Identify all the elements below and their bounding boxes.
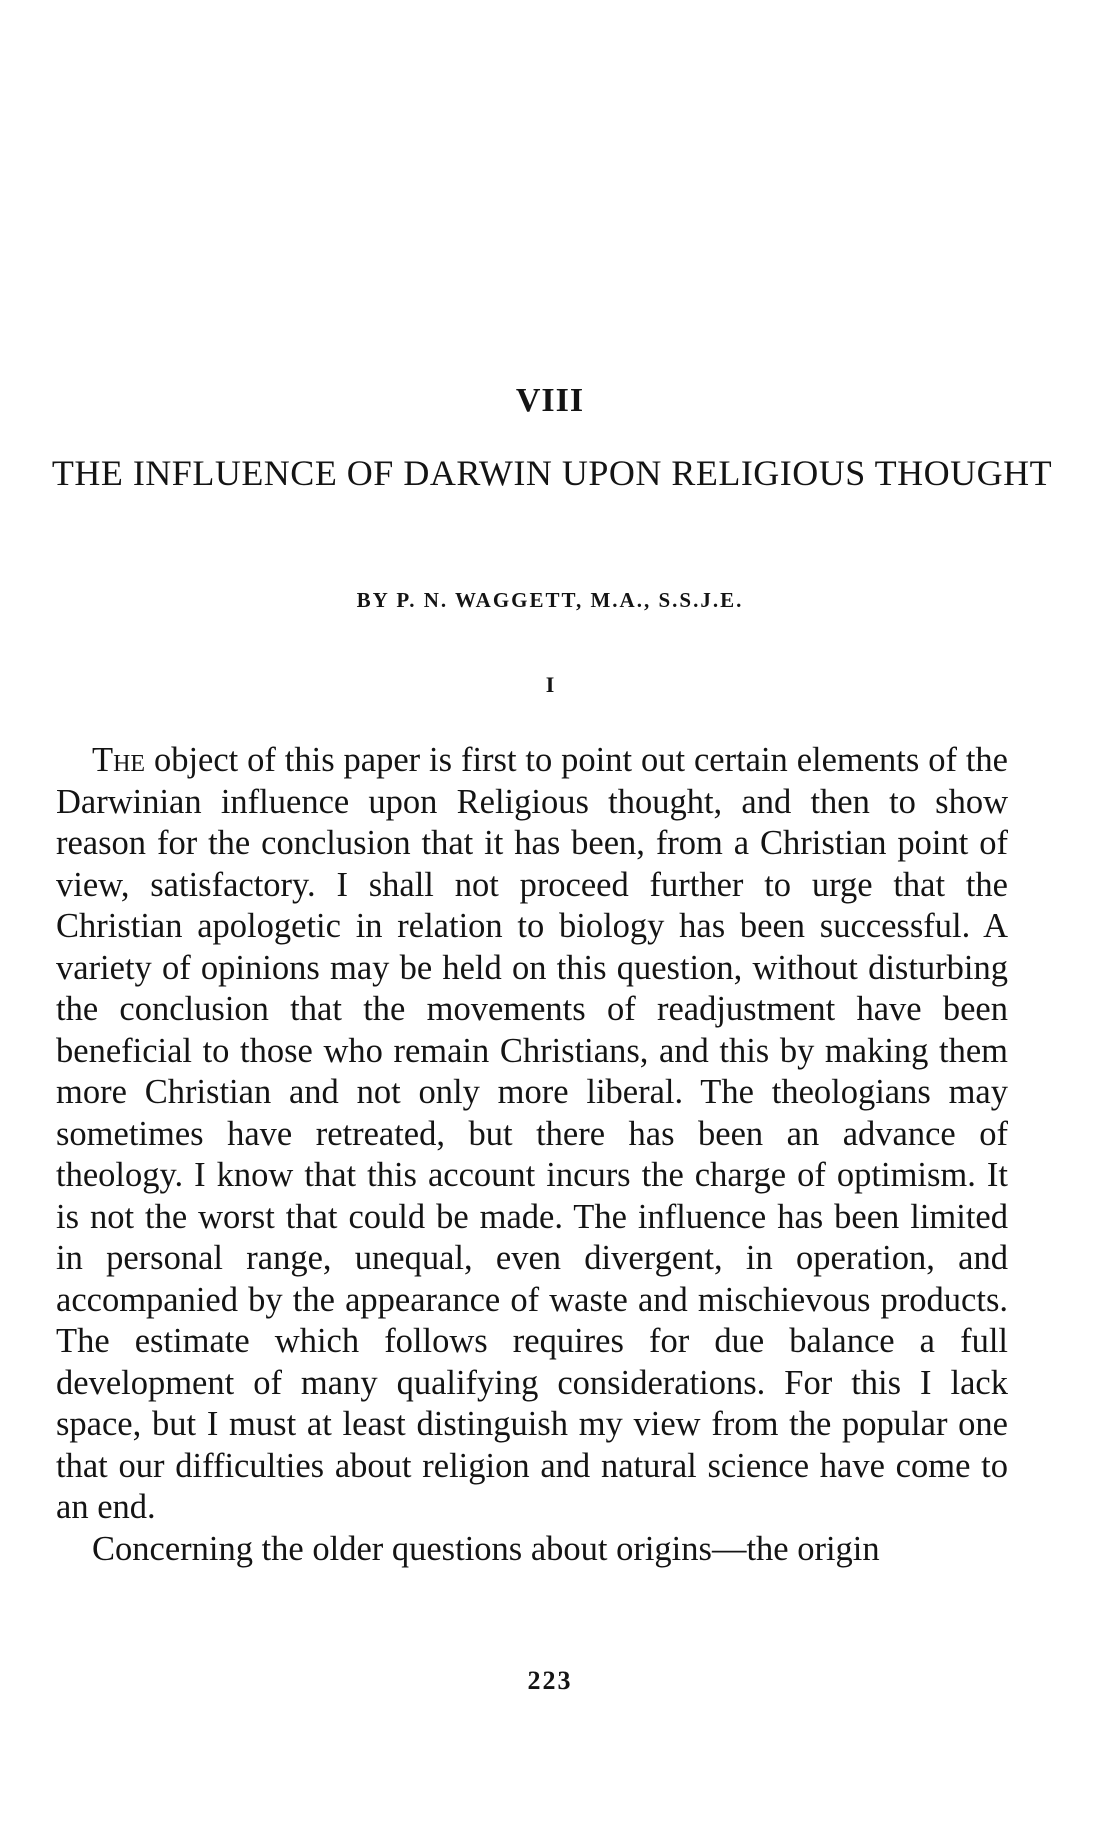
chapter-number: VIII xyxy=(515,382,585,419)
section-number: I xyxy=(545,672,555,697)
paragraph-2: Concerning the older questions about origins—the origin xyxy=(92,1529,880,1568)
author-byline: BY P. N. WAGGETT, M.A., S.S.J.E. xyxy=(356,588,744,612)
paragraph-lead-word: The xyxy=(92,741,146,779)
body-text xyxy=(56,740,1008,1570)
paragraph-1-text: object of this paper is first to point out certain elements of the Darwinian influence upon Religious thought, and then to show reason for the conclusion that it has been, from a Christian point of view, satisfactory. I shall not proceed further to urge that the Christian apologetic in relation to biology has been successful. A variety of opinions may be held on this question, without disturbing the conclusion that the movements of readjustment have been beneficial to those who remain Christians, and this by making them more Christian and not only more liberal. The theologians may sometimes have retreated, but there has been an advance of theology. I know that this account incurs the charge of optimism. It is not the worst that could be made. The influence has been limited in personal range, unequal, even divergent, in operation, and accompanied by the appearance of waste and mischievous products. The estimate which follows requires for due balance a full development of many qualifying considerations. For this I lack space, but I must at least distinguish my view from the popular one that our difficulties about religion and natural science have come to an end. xyxy=(56,741,1008,1526)
page-number: 223 xyxy=(527,1666,573,1695)
paragraph-1 xyxy=(56,740,1008,1529)
chapter-title: THE INFLUENCE OF DARWIN UPON RELIGIOUS THOUGHT xyxy=(51,453,1053,493)
